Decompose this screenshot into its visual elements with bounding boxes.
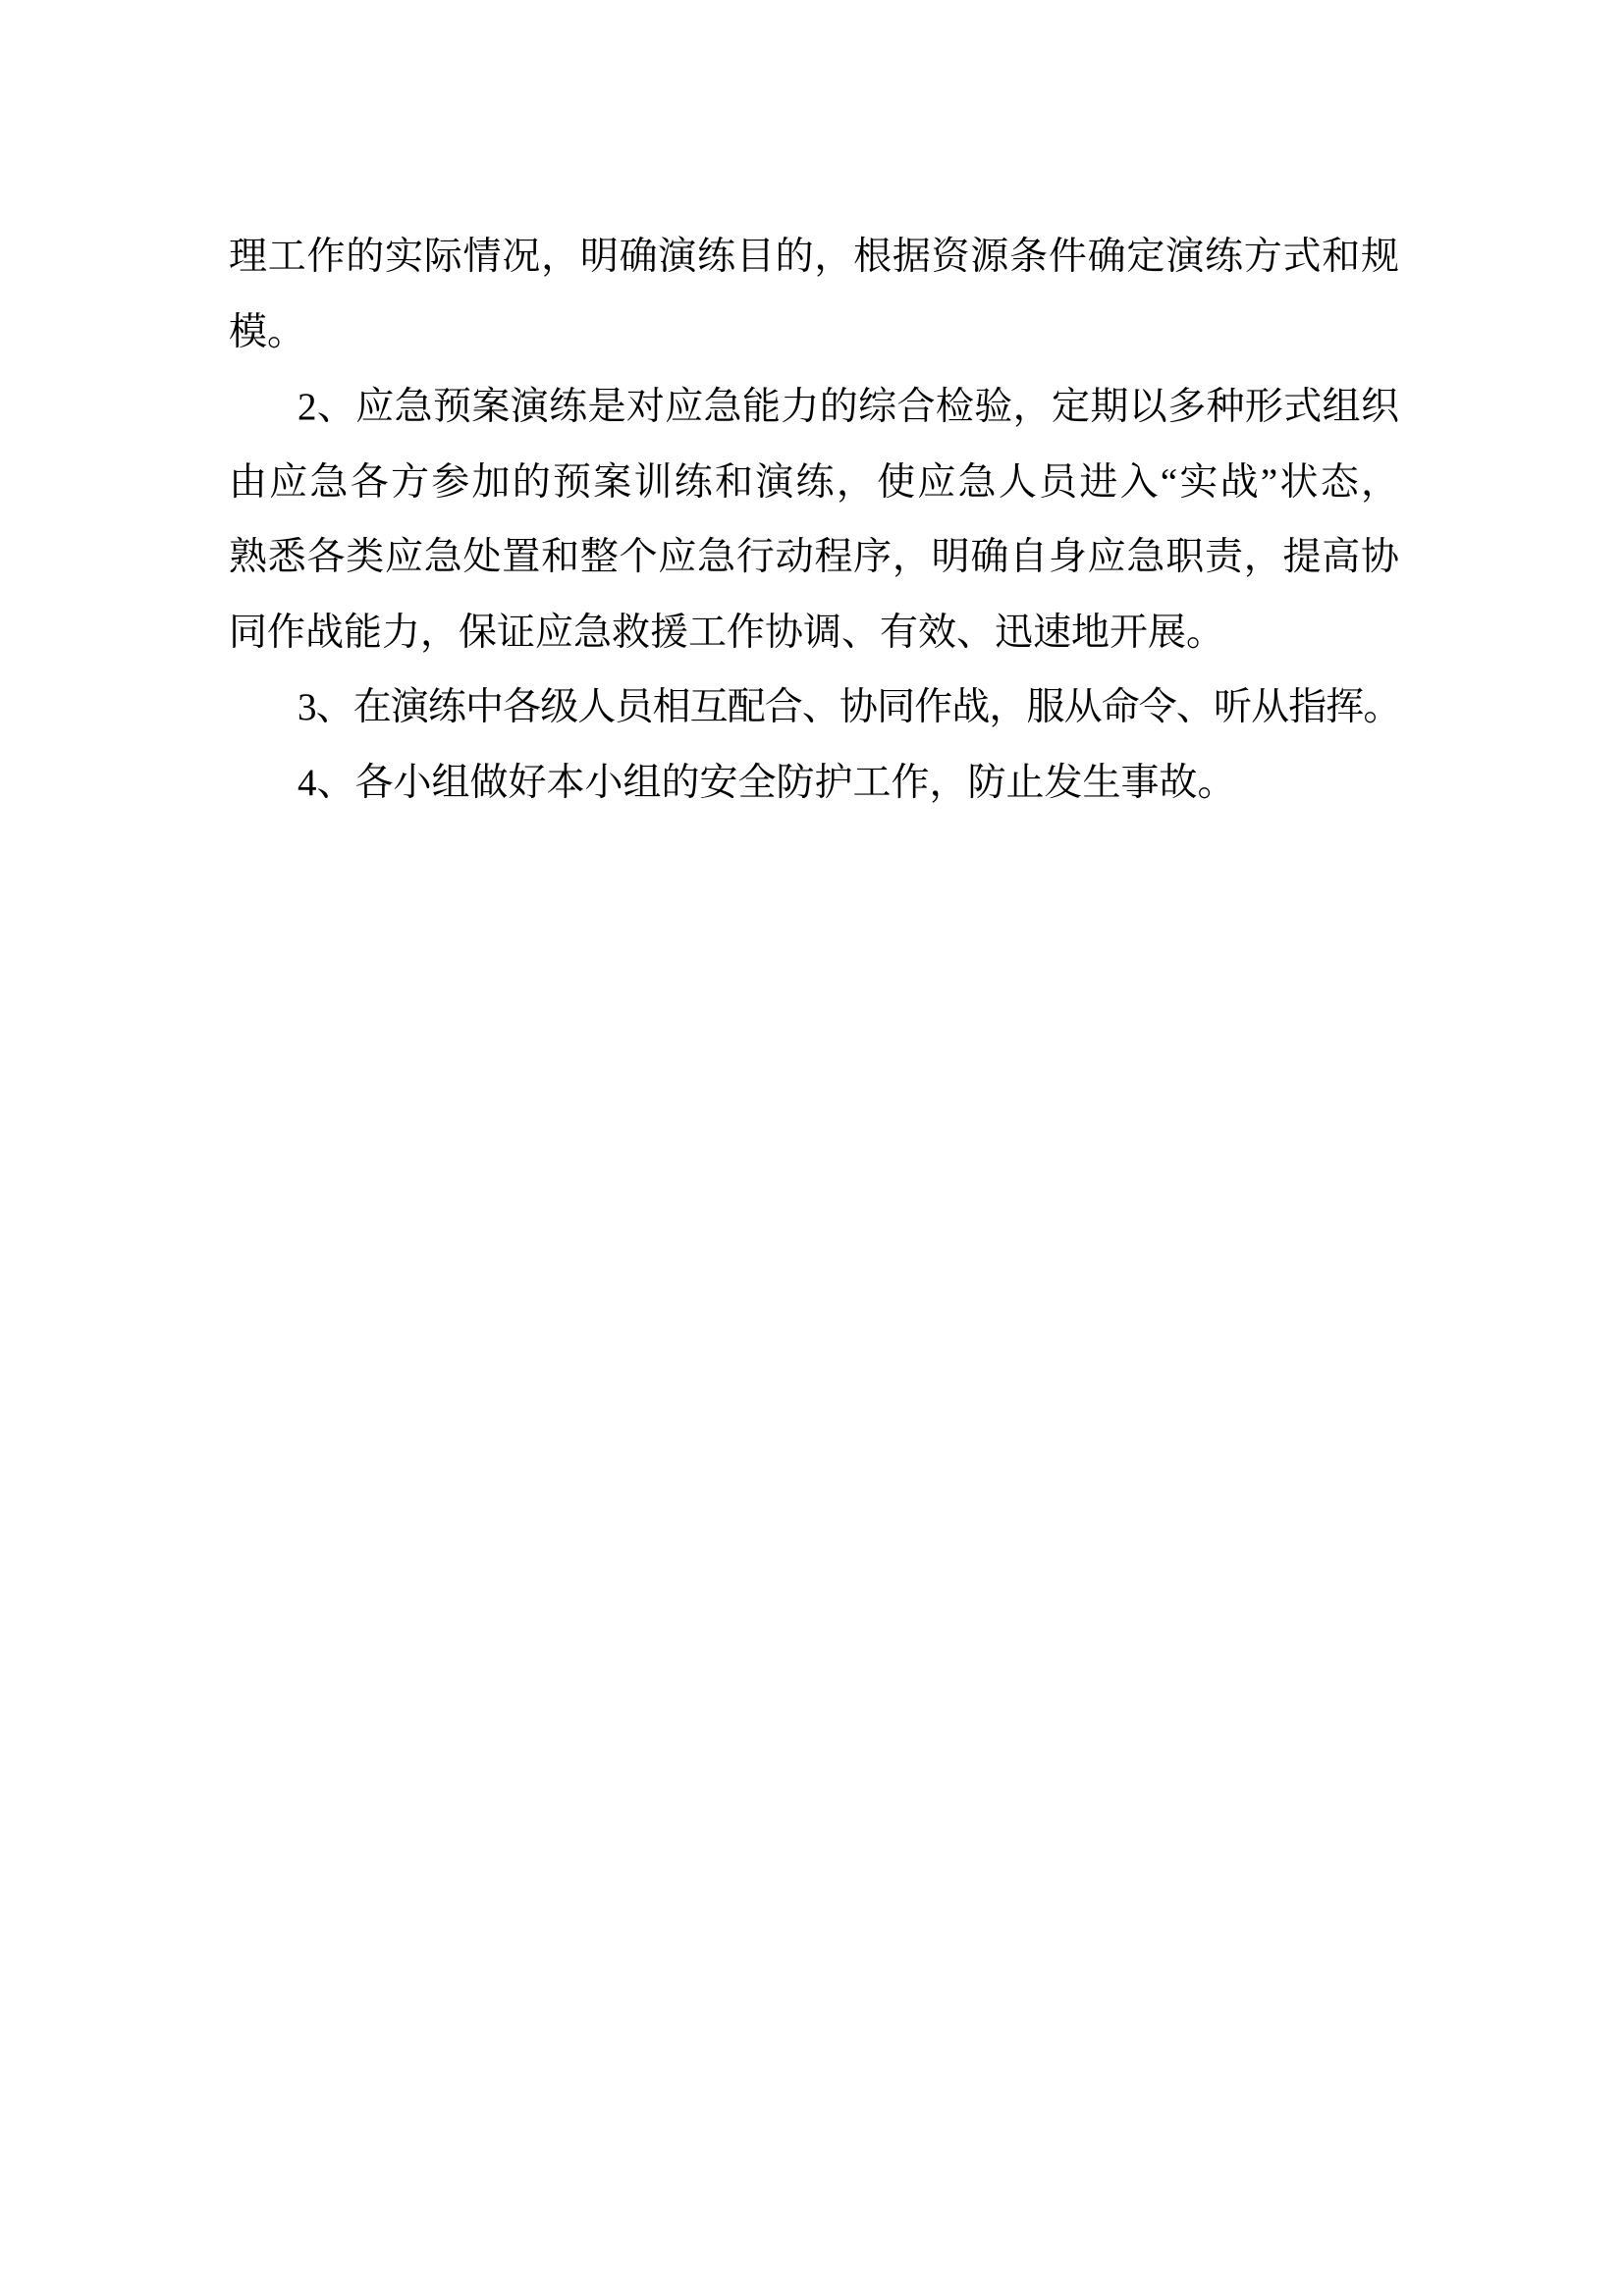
- paragraph-2-line-3: 熟悉各类应急处置和整个应急行动程序，明确自身应急职责，提高协: [229, 536, 1399, 578]
- paragraph-3-line-1: 3、在演练中各级人员相互配合、协同作战，服从命令、听从指挥。: [298, 686, 1401, 728]
- paragraph-2-line-1: 2、应急预案演练是对应急能力的综合检验，定期以多种形式组织: [298, 386, 1399, 428]
- paragraph-1-line-2: 模。: [229, 310, 306, 353]
- document-text-block: [229, 220, 1399, 821]
- paragraph-2-line-4: 同作战能力，保证应急救援工作协调、有效、迅速地开展。: [229, 611, 1225, 654]
- paragraph-2-line-2: 由应急各方参加的预案训练和演练，使应急人员进入“实战”状态，: [229, 460, 1399, 504]
- paragraph-1-line-1: 理工作的实际情况，明确演练目的，根据资源条件确定演练方式和规: [229, 236, 1399, 278]
- paragraph-4-line-1: 4、各小组做好本小组的安全防护工作，防止发生事故。: [298, 761, 1236, 804]
